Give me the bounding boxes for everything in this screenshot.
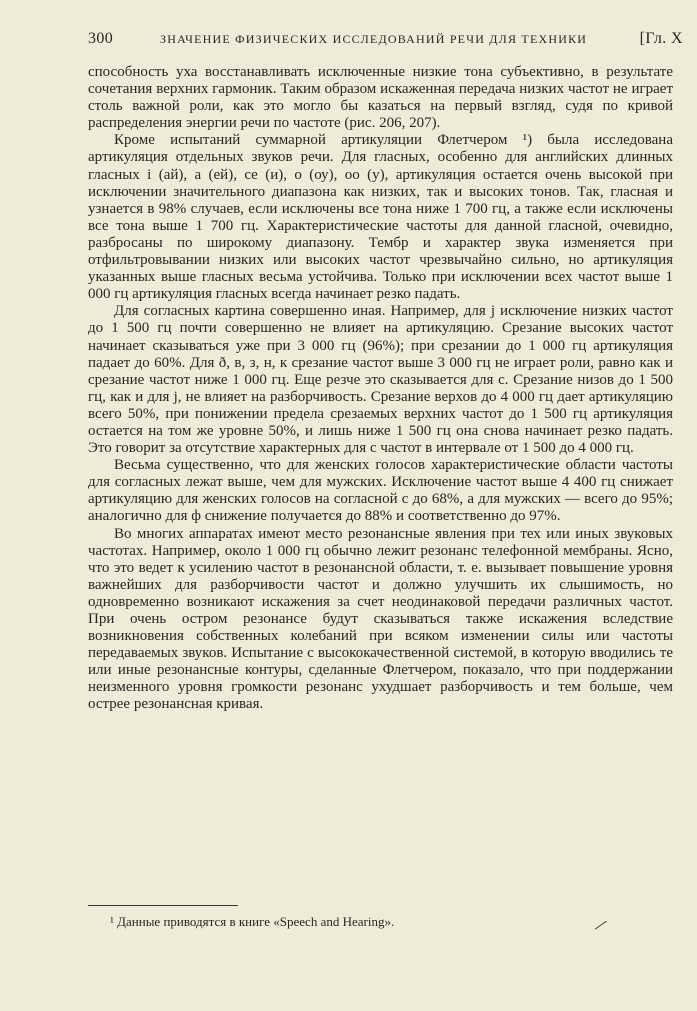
- footnote-divider: [88, 905, 238, 906]
- chapter-mark: [Гл. X: [639, 30, 683, 47]
- page-number: 300: [88, 30, 114, 47]
- footnote: ¹ Данные приводятся в книге «Speech and Hearing».: [110, 914, 395, 929]
- paragraph: Для согласных картина совершенно иная. Например, для j исключение низких частот до 1 500 гц почти совершенно не влияет на артикуляцию. Срезание высоких частот начинает сказываться уже при 3 000 гц (96%); при срезании до 1 000 гц артикуляция падает до 60%. Для ð, в, з, н, к срезание частот выше 3 000 гц не играет роли, равно как и срезание частот ниже 1 000 гц. Еще резче это сказывается для с. Срезание низов до 1 500 гц, как и для j, не влияет на разборчивость. Срезание верхов до 4 000 гц дает артикуляцию всего 50%, при понижении предела срезаемых верхних частот до 1 500 гц артикуляция остается на том же уровне 50%, и лишь ниже 1 500 гц она снова начинает резко падать. Это говорит за отсутствие характерных для с частот в интервале от 1 500 до 4 000 гц.: [88, 303, 673, 457]
- page-header: [88, 30, 683, 52]
- pen-mark: [595, 921, 612, 936]
- paragraph: Весьма существенно, что для женских голосов характеристические области частоты для согласных лежат выше, чем для мужских. Исключение частот выше 4 400 гц снижает артикуляцию для женских голосов на согласной с до 68%, а для мужских — всего до 95%; аналогично для ф снижение получается до 88% и соответственно до 97%.: [88, 457, 673, 525]
- paragraph: способность уха восстанавливать исключенные низкие тона субъективно, в результате сочетания верхних гармоник. Таким образом искаженная передача низких частот не играет столь важной роли, как это могло бы казаться на первый взгляд, судя по кривой распределения энергии речи по частоте (рис. 206, 207).: [88, 64, 673, 132]
- paragraph: Во многих аппаратах имеют место резонансные явления при тех или иных звуковых частотах. Например, около 1 000 гц обычно лежит резонанс телефонной мембраны. Ясно, что это ведет к усилению частот в резонансной области, т. е. вызывает повышение уровня важнейших для разборчивости частот и должно улучшить их слышимость, но одновременно возникают искажения за счет неодинаковой передачи различных частот. При очень остром резонансе будут сказываться также искажения вследствие возникновения собственных колебаний при всяком изменении силы или частоты передаваемых звуков. Испытание с высококачественной системой, в которую вводились те или иные резонансные контуры, сделанные Флетчером, показало, что при поддержании неизменного уровня громкости резонанс ухудшает разборчивость и тем больше, чем острее резонансная кривая.: [88, 525, 673, 713]
- running-head: ЗНАЧЕНИЕ ФИЗИЧЕСКИХ ИССЛЕДОВАНИЙ РЕЧИ ДЛЯ ТЕХНИКИ: [160, 32, 588, 46]
- page-body: [88, 64, 673, 714]
- paragraph: Кроме испытаний суммарной артикуляции Флетчером ¹) была исследована артикуляция отдельных звуков речи. Для гласных, особенно для английских длинных гласных i (ай), а (ей), се (и), о (оу), оо (у), артикуляция остается очень высокой при исключении значительного диапазона как низких, так и высоких тонов. Так, гласная и узнается в 98% случаев, если исключены все тона ниже 1 700 гц, а также если исключены все тона выше 1 700 гц. Характеристические частоты для данной гласной, очевидно, разбросаны по широкому диапазону. Тембр и характер звука изменяется при отфильтровывании низких или высоких частот чрезвычайно сильно, но артикуляция указанных выше гласных весьма устойчива. Только при исключении всех частот выше 1 000 гц артикуляция гласных всегда начинает резко падать.: [88, 132, 673, 303]
